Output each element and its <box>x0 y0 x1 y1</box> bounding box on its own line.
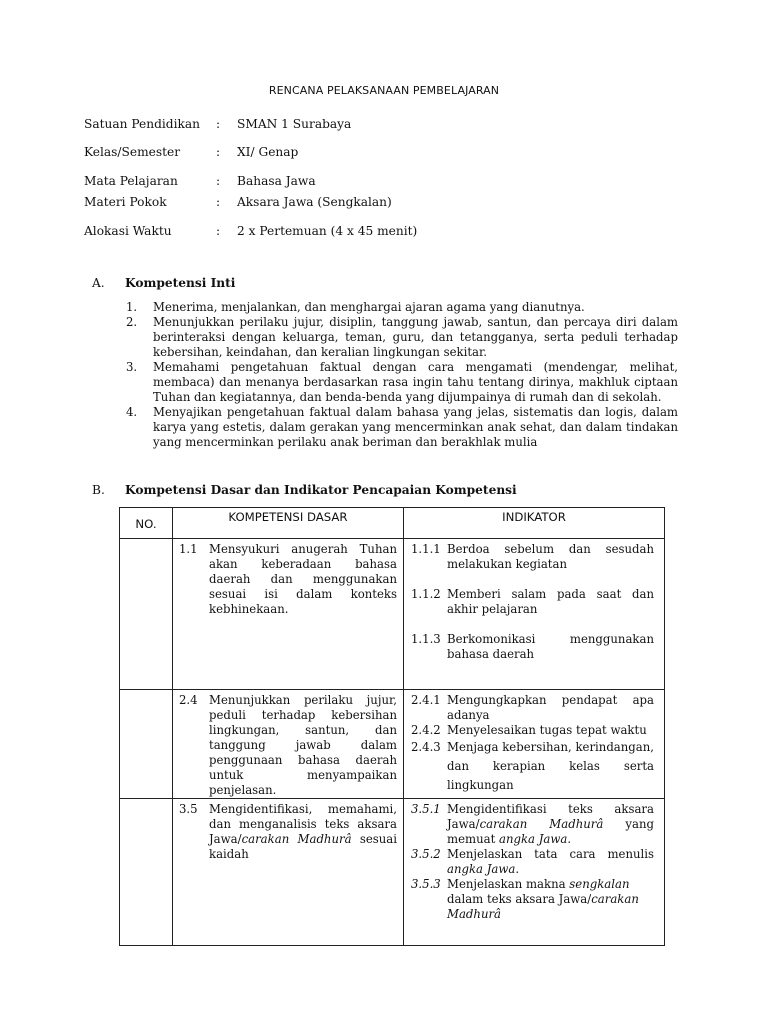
kompetensi-inti-list <box>126 300 678 450</box>
kd-cell <box>173 690 404 799</box>
meta-value: Aksara Jawa (Sengkalan) <box>237 195 392 209</box>
kd-text: Menunjukkan perilaku jujur, peduli terhadap kebersihan lingkungan, santun, dan tanggung jawab dalam penggunaan bahasa daerah untuk menyampaikan penjelasan. <box>209 693 397 797</box>
kd-number: 1.1 <box>179 542 198 556</box>
kd-text: Mensyukuri anugerah Tuhan akan keberadaan bahasa daerah dan menggunakan sesuai isi dalam konteks kebhinekaan. <box>209 542 397 616</box>
meta-label: Mata Pelajaran <box>84 174 178 188</box>
list-number: 4. <box>126 405 138 419</box>
indikator-text-italic: carakan Madhurâ <box>447 892 639 921</box>
indikator-item <box>404 847 664 877</box>
indikator-number: 1.1.2 <box>411 587 441 601</box>
document-title: RENCANA PELAKSANAAN PEMBELAJARAN <box>268 84 500 97</box>
meta-label: Satuan Pendidikan <box>84 117 200 131</box>
meta-value: SMAN 1 Surabaya <box>237 117 352 131</box>
meta-row-alokasi <box>84 224 684 242</box>
meta-row-materi <box>84 195 684 213</box>
meta-row-kelas <box>84 145 684 163</box>
meta-row-mapel <box>84 174 684 192</box>
indikator-text: Memberi salam pada saat dan akhir pelajaran <box>447 587 654 616</box>
meta-sep: : <box>216 195 221 209</box>
indikator-text: Mengidentifikasi teks aksara Jawa/ <box>447 802 654 831</box>
table-header-row <box>120 508 665 539</box>
table-row <box>120 539 665 690</box>
indikator-item <box>404 632 664 662</box>
indikator-text: Menjelaskan makna <box>447 877 570 891</box>
indikator-number: 2.4.1 <box>411 693 441 707</box>
header-indikator: INDIKATOR <box>404 508 665 539</box>
list-item <box>126 360 678 405</box>
indikator-text: dalam teks aksara Jawa/ <box>447 892 592 906</box>
indikator-number: 3.5.1 <box>411 802 441 816</box>
list-number: 2. <box>126 315 138 329</box>
header-no: NO. <box>120 508 173 539</box>
indikator-number: 1.1.3 <box>411 632 441 646</box>
list-text: Memahami pengetahuan faktual dengan cara mengamati (mendengar, melihat, membaca) dan menanya berdasarkan rasa ingin tahu tentang dirinya, makhluk ciptaan Tuhan dan kegiatannya, dan benda-benda yang dijumpainya di rumah dan di sekolah. <box>153 360 678 404</box>
indikator-number: 2.4.2 <box>411 723 441 737</box>
indikator-number: 2.4.3 <box>411 740 441 754</box>
indikator-item <box>404 738 664 795</box>
indikator-item <box>404 693 664 723</box>
meta-label: Alokasi Waktu <box>84 224 172 238</box>
indikator-item <box>404 587 664 617</box>
no-cell <box>120 799 173 946</box>
list-text: Menerima, menjalankan, dan menghargai ajaran agama yang dianutnya. <box>153 300 585 314</box>
kd-item <box>173 539 403 617</box>
meta-value: XI/ Genap <box>237 145 299 159</box>
section-b-letter: B. <box>92 483 105 497</box>
indikator-item <box>404 802 664 847</box>
indikator-text: Mengungkapkan pendapat apa adanya <box>447 693 654 722</box>
meta-row-satuan <box>84 117 684 135</box>
kd-cell <box>173 539 404 690</box>
meta-sep: : <box>216 224 221 238</box>
list-number: 3. <box>126 360 138 374</box>
no-cell <box>120 539 173 690</box>
meta-value: 2 x Pertemuan (4 x 45 menit) <box>237 224 418 238</box>
table-row <box>120 799 665 946</box>
meta-label: Materi Pokok <box>84 195 167 209</box>
indikator-text-italic: angka Jawa <box>447 862 516 876</box>
list-item <box>126 405 678 450</box>
kd-text-italic: carakan Madhurâ <box>241 832 352 846</box>
meta-sep: : <box>216 145 221 159</box>
indikator-text: Berdoa sebelum dan sesudah melakukan kegiatan <box>447 542 654 571</box>
no-cell <box>120 690 173 799</box>
indikator-text-italic: angka Jawa <box>499 832 568 846</box>
list-number: 1. <box>126 300 138 314</box>
meta-value: Bahasa Jawa <box>237 174 316 188</box>
kd-number: 3.5 <box>179 802 198 816</box>
meta-sep: : <box>216 117 221 131</box>
indikator-text: Menjelaskan tata cara menulis <box>447 847 654 861</box>
indikator-item <box>404 723 664 738</box>
list-text: Menyajikan pengetahuan faktual dalam bahasa yang jelas, sistematis dan logis, dalam karya yang estetis, dalam gerakan yang mencerminkan anak sehat, dan dalam tindakan yang mencerminkan perilaku anak beriman dan berakhlak mulia <box>153 405 678 449</box>
section-a-title: Kompetensi Inti <box>125 276 236 290</box>
kd-cell <box>173 799 404 946</box>
list-text: Menunjukkan perilaku jujur, disiplin, tanggung jawab, santun, dan percaya diri dalam berinteraksi dengan keluarga, teman, guru, dan tetangganya, serta peduli terhadap kebersihan, keindahan, dan keralian lingkungan sekitar. <box>153 315 678 359</box>
indikator-text: Berkomonikasi menggunakan bahasa daerah <box>447 632 654 661</box>
indikator-cell <box>404 690 665 799</box>
indikator-text: . <box>567 832 572 846</box>
indikator-text-italic: sengkalan <box>569 877 630 891</box>
list-item <box>126 315 678 360</box>
table-row <box>120 690 665 799</box>
meta-label: Kelas/Semester <box>84 145 181 159</box>
kd-text-part: Mengidentifikasi, memahami, dan menganalisis teks aksara Jawa/ <box>209 802 397 846</box>
indikator-number: 3.5.3 <box>411 877 441 891</box>
indikator-number: 3.5.2 <box>411 847 441 861</box>
section-b-title: Kompetensi Dasar dan Indikator Pencapaian Kompetensi <box>125 483 517 497</box>
indikator-text: Menyelesaikan tugas tepat waktu <box>447 723 647 737</box>
list-item <box>126 300 678 315</box>
indikator-text: yang memuat <box>447 817 655 846</box>
indikator-cell <box>404 539 665 690</box>
indikator-text-italic: carakan Madhurâ <box>479 817 604 831</box>
indikator-text: Menjaga kebersihan, kerindangan, dan kerapian kelas serta lingkungan <box>447 740 654 792</box>
kd-item <box>173 690 403 798</box>
kd-item <box>173 799 403 862</box>
meta-sep: : <box>216 174 221 188</box>
kd-number: 2.4 <box>179 693 198 707</box>
header-kompetensi-dasar: KOMPETENSI DASAR <box>173 508 404 539</box>
section-a-letter: A. <box>92 276 105 290</box>
indikator-item <box>404 542 664 572</box>
indikator-number: 1.1.1 <box>411 542 441 556</box>
indikator-text: . <box>515 862 520 876</box>
indikator-item <box>404 877 664 922</box>
kompetensi-table <box>119 507 665 946</box>
kd-text-part: sesuai kaidah <box>209 832 397 861</box>
indikator-cell <box>404 799 665 946</box>
